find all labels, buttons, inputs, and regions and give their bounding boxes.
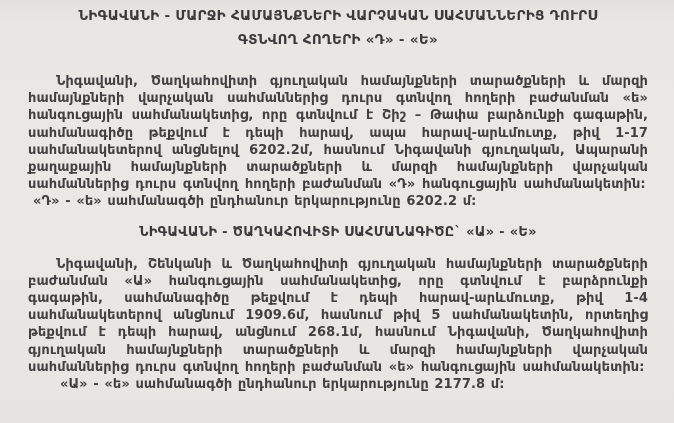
section1-paragraph: Նիգավանի, Ծաղկահովիտի գյուղական համայնքների տարածքների և մարզի համայնքների վարչական սահմաններից դուրս գտնվող հողերի բաժանման «ե» հանգուցային սահմանակետից, որը գտնվում է Շիշ – Թափա բարձունքի գագաթին, սահմանագիծը թեքվում է դեպի հարավ, ապա հարավ-արևմուտք, թիվ 1-17 սահմանակետերով անցնելով 6202.2մ, հասնում Նիգավանի գյուղական, Ապարանի քաղաքային համայնքների տարածքների և մարզի համայնքների վարչական սահմաններից դուրս գտնվող հողերի բաժանման «Դ» հանգուցային սահմանակետին: <box>28 74 648 193</box>
section2-length-summary: «Ա» - «ե» սահմանագծի ընդհանուր երկարությունը 2177.8 մ: <box>60 377 505 393</box>
section2-paragraph: Նիգավանի, Շենկանի և Ծաղկահովիտի գյուղական համայնքների տարածքների բաժանման «Ա» հանգուցային սահմանակետից, որը գտնվում է բարձրունքի գագաթին, սահմանագիծը թեքվում է դեպի հարավ-արևմուտք, թիվ 1-4 սահմանակետերով անցնում 1909.6մ, հասնում թիվ 5 սահմանակետին, որտեղից թեքվում է դեպի հարավ, անցնում 268.1մ, հասնում Նիգավանի, Ծաղկահովիտի գյուղական համայնքների տարածքների և մարզի համայնքների վարչական սահմաններից դուրս գտնվող հողերի բաժանման «ե» հանգուցային սահմանակետին: <box>28 256 648 375</box>
section1-length-summary: «Դ» - «ե» սահմանագծի ընդհանուր երկարությունը 6202.2 մ: <box>33 194 477 210</box>
document-title-line2: ԳՏՆՎՈՂ ՀՈՂԵՐԻ «Դ» - «Ե» <box>237 32 439 48</box>
section2-heading: ՆԻԳԱՎԱՆԻ - ԾԱՂԿԱՀՈՎԻՏԻ ՍԱՀՄԱՆԱԳԻԾԸ` «Ա» - «Ե» <box>139 224 537 240</box>
document-title-line1: ՆԻԳԱՎԱՆԻ - ՄԱՐՋԻ ՀԱՄԱՅՆՔՆԵՐԻ ՎԱՐՉԱԿԱՆ ՍԱՀՄԱՆՆԵՐԻՑ ԴՈՒՐՍ <box>78 8 598 24</box>
